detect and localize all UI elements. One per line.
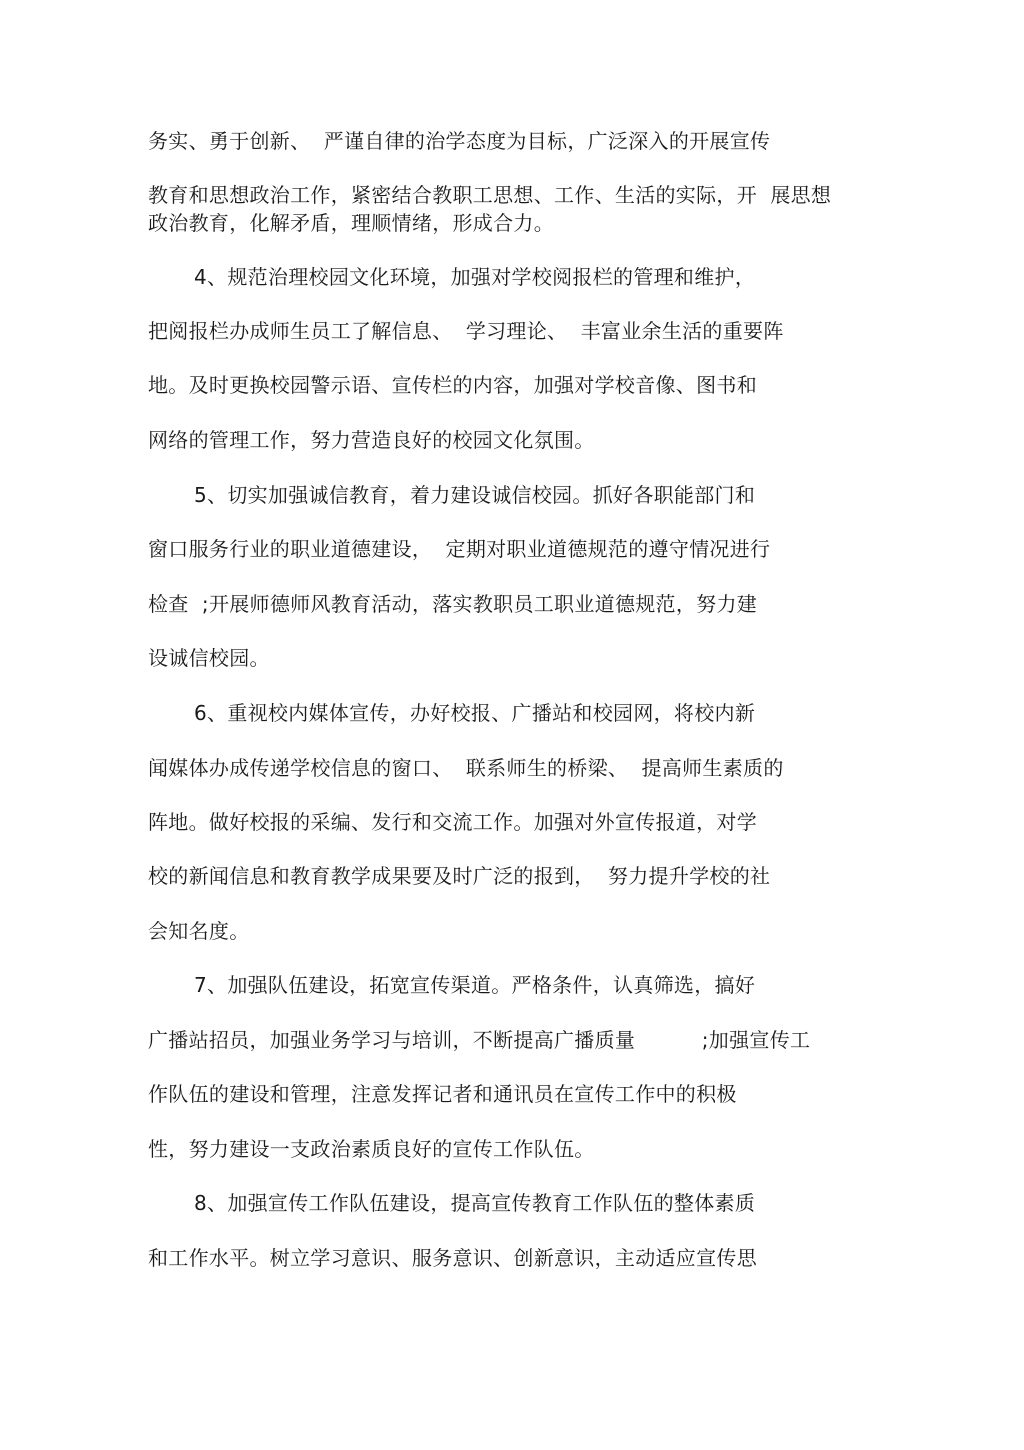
text-line: 校的新闻信息和教育教学成果要及时广泛的报到， 努力提升学校的社 [148, 864, 771, 888]
text-line: 把阅报栏办成师生员工了解信息、 学习理论、 丰富业余生活的重要阵 [148, 319, 784, 343]
text-line: 作队伍的建设和管理，注意发挥记者和通讯员在宣传工作中的积极 [148, 1082, 737, 1106]
text-line: 广播站招员，加强业务学习与培训，不断提高广播质量 ;加强宣传工 [148, 1028, 811, 1052]
text-line: 检查 ;开展师德师风教育活动，落实教职员工职业道德规范，努力建 [148, 592, 758, 616]
text-line: 性，努力建设一支政治素质良好的宣传工作队伍。 [148, 1137, 595, 1161]
text-line: 务实、勇于创新、 严谨自律的治学态度为目标，广泛深入的开展宣传 [148, 129, 771, 153]
text-line: 政治教育，化解矛盾，理顺情绪，形成合力。 [148, 211, 554, 235]
text-line: 教育和思想政治工作，紧密结合教职工思想、工作、生活的实际，开 展思想 [148, 183, 832, 207]
text-line: 7、加强队伍建设，拓宽宣传渠道。严格条件，认真筛选，搞好 [194, 973, 756, 997]
text-line: 窗口服务行业的职业道德建设， 定期对职业道德规范的遵守情况进行 [148, 537, 771, 561]
text-line: 6、重视校内媒体宣传，办好校报、广播站和校园网，将校内新 [194, 701, 756, 725]
text-line: 设诚信校园。 [148, 646, 270, 670]
text-line: 5、切实加强诚信教育，着力建设诚信校园。抓好各职能部门和 [194, 483, 756, 507]
text-line: 8、加强宣传工作队伍建设，提高宣传教育工作队伍的整体素质 [194, 1191, 756, 1215]
text-line: 闻媒体办成传递学校信息的窗口、 联系师生的桥梁、 提高师生素质的 [148, 756, 784, 780]
text-line: 阵地。做好校报的采编、发行和交流工作。加强对外宣传报道，对学 [148, 810, 757, 834]
text-line: 和工作水平。树立学习意识、服务意识、创新意识，主动适应宣传思 [148, 1246, 757, 1270]
text-line: 网络的管理工作，努力营造良好的校园文化氛围。 [148, 428, 595, 452]
text-line: 地。及时更换校园警示语、宣传栏的内容，加强对学校音像、图书和 [148, 373, 757, 397]
text-line: 会知名度。 [148, 919, 250, 943]
text-line: 4、规范治理校园文化环境，加强对学校阅报栏的管理和维护， [194, 265, 756, 289]
